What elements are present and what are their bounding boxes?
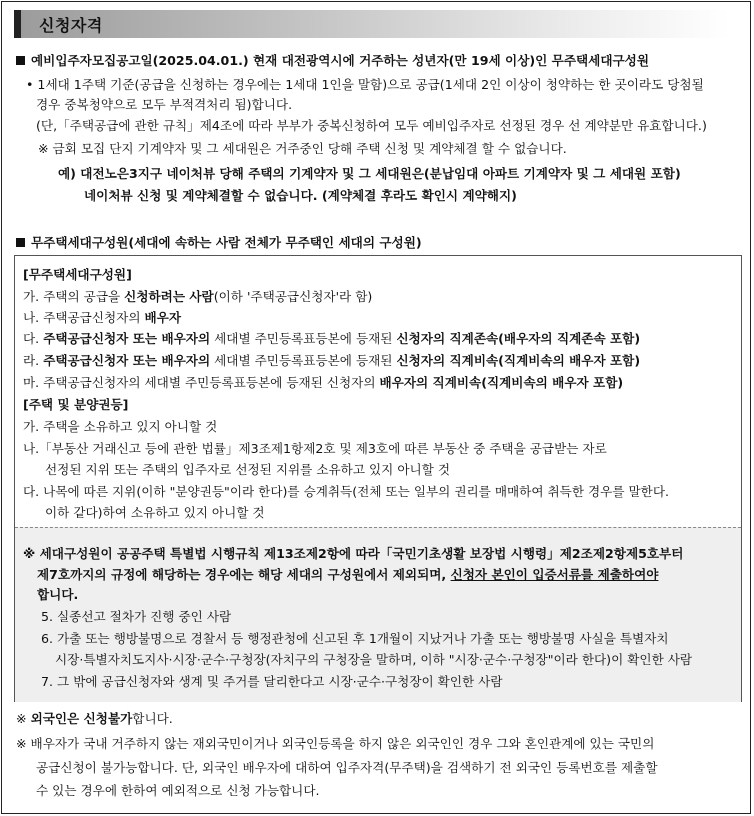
- rights-item-da-line1: 다. 나목에 따른 지위(이하 "분양권등"이라 한다)를 승계취득(전체 또는 일부의 권리를 매매하여 취득한 경우를 말한다.: [23, 484, 669, 499]
- member-item-ga: 가. 주택의 공급을 신청하려는 사람(이하 '주택공급신청자'라 함): [23, 289, 373, 304]
- member-item-na: 나. 주택공급신청자의 배우자: [23, 310, 181, 325]
- exclusion-item-6-line2: 시장·특별자치도지사·시장·군수·구청장(자치구의 구청장을 말하며, 이하 "시장·군수·구청장"이라 한다)이 확인한 사람: [55, 652, 693, 667]
- s1-heading: 예비입주자모집공고일(2025.04.01.) 현재 대전광역시에 거주하는 성년자(만 19세 이상)인 무주택세대구성원: [16, 52, 649, 70]
- section-title: 신청자격: [39, 16, 103, 35]
- member-item-da: 다. 주택공급신청자 또는 배우자의 세대별 주민등록표등본에 등재된 신청자의 직계존속(배우자의 직계존속 포함): [23, 331, 641, 346]
- s1-note: ※ 금회 모집 단지 기계약자 및 그 세대원은 거주중인 당해 주택 신청 및 계약체결 할 수 없습니다.: [38, 141, 567, 156]
- foreigner-note-2-line3: 수 있는 경우에 한하여 예외적으로 신청 가능합니다.: [36, 783, 320, 798]
- exclusion-note-line3: 합니다.: [37, 587, 79, 602]
- s2-heading: 무주택세대구성원(세대에 속하는 사람 전체가 무주택인 세대의 구성원): [16, 234, 422, 252]
- rights-item-na-line1: 나.「부동산 거래신고 등에 관한 법률」제3조제1항제2호 및 제3호에 따른 부동산 중 주택을 공급받는 자로: [23, 441, 607, 456]
- exclusion-item-7: 7. 그 밖에 공급신청자와 생계 및 주거를 달리한다고 시장·군수·구청장이 확인한 사람: [41, 674, 503, 689]
- member-item-ma: 마. 주택공급신청자의 세대별 주민등록표등본에 등재된 신청자의 배우자의 직계비속(직계비속의 배우자 포함): [23, 375, 624, 390]
- foreigner-note-2-line2: 공급신청이 불가능합니다. 단, 외국인 배우자에 대하여 입주자격(무주택)을 검색하기 전 외국인 등록번호를 제출할: [36, 760, 658, 775]
- rights-item-da-line2: 이하 같다)하여 소유하고 있지 아니할 것: [45, 505, 265, 520]
- s1-example-line1: 예) 대전노은3지구 네이처뷰 당해 주택의 기계약자 및 그 세대원은(분납임대 아파트 기계약자 및 그 세대원 포함): [58, 166, 681, 181]
- section-title-bar: [14, 10, 730, 38]
- member-item-ra: 라. 주택공급신청자 또는 배우자의 세대별 주민등록표등본에 등재된 신청자의 직계비속(직계비속의 배우자 포함): [23, 353, 641, 368]
- square-bullet-icon: [16, 238, 25, 247]
- square-bullet-icon: [16, 56, 25, 65]
- exclusion-item-6-line1: 6. 가출 또는 행방불명으로 경찰서 등 행정관청에 신고된 후 1개월이 지났거나 가출 또는 행방불명 사실을 특별자치: [41, 631, 669, 646]
- rights-item-ga: 가. 주택을 소유하고 있지 아니할 것: [23, 419, 218, 434]
- s1-paren-note: (단,「주택공급에 관한 규칙」제4조에 따라 부부가 중복신청하여 모두 예비입주자로 선정된 경우 선 계약분만 유효합니다.): [36, 118, 707, 133]
- eligibility-page: [1, 1, 751, 814]
- s1-bullet-line1: • 1세대 1주택 기준(공급을 신청하는 경우에는 1세대 1인을 말함)으로 공급(1세대 2인 이상이 청약하는 한 곳이라도 당첨될: [26, 77, 704, 92]
- rights-item-na-line2: 선정된 지위 또는 주택의 입주자로 선정된 지위를 소유하고 있지 아니할 것: [45, 462, 450, 477]
- foreigner-note-2-line1: ※ 배우자가 국내 거주하지 않는 재외국민이거나 외국인등록을 하지 않은 외국인인 경우 그와 혼인관계에 있는 국민의: [16, 736, 655, 751]
- exclusion-item-5: 5. 실종선고 절차가 진행 중인 사람: [41, 609, 232, 624]
- s1-bullet-line2: 경우 중복청약으로 모두 부적격처리 됨)합니다.: [36, 97, 293, 112]
- foreigner-note-1: ※ 외국인은 신청불가합니다.: [16, 711, 173, 726]
- members-header: [무주택세대구성원]: [23, 267, 132, 282]
- exclusion-note-line2: 제7호까지의 규정에 해당하는 경우에는 해당 세대의 구성원에서 제외되며, 신청자 본인이 입증서류를 제출하여야: [37, 567, 659, 582]
- s1-example-line2: 네이처뷰 신청 및 계약체결할 수 없습니다. (계약체결 후라도 확인시 계약해지): [84, 188, 517, 203]
- member-criteria-box: [14, 255, 742, 702]
- rights-header: [주택 및 분양권등]: [23, 397, 129, 412]
- exclusion-note-line1: ※ 세대구성원이 공공주택 특별법 시행규칙 제13조제2항에 따라「국민기초생활 보장법 시행령」제2조제2항제5호부터: [23, 546, 684, 561]
- exclusion-note-area: [15, 527, 741, 702]
